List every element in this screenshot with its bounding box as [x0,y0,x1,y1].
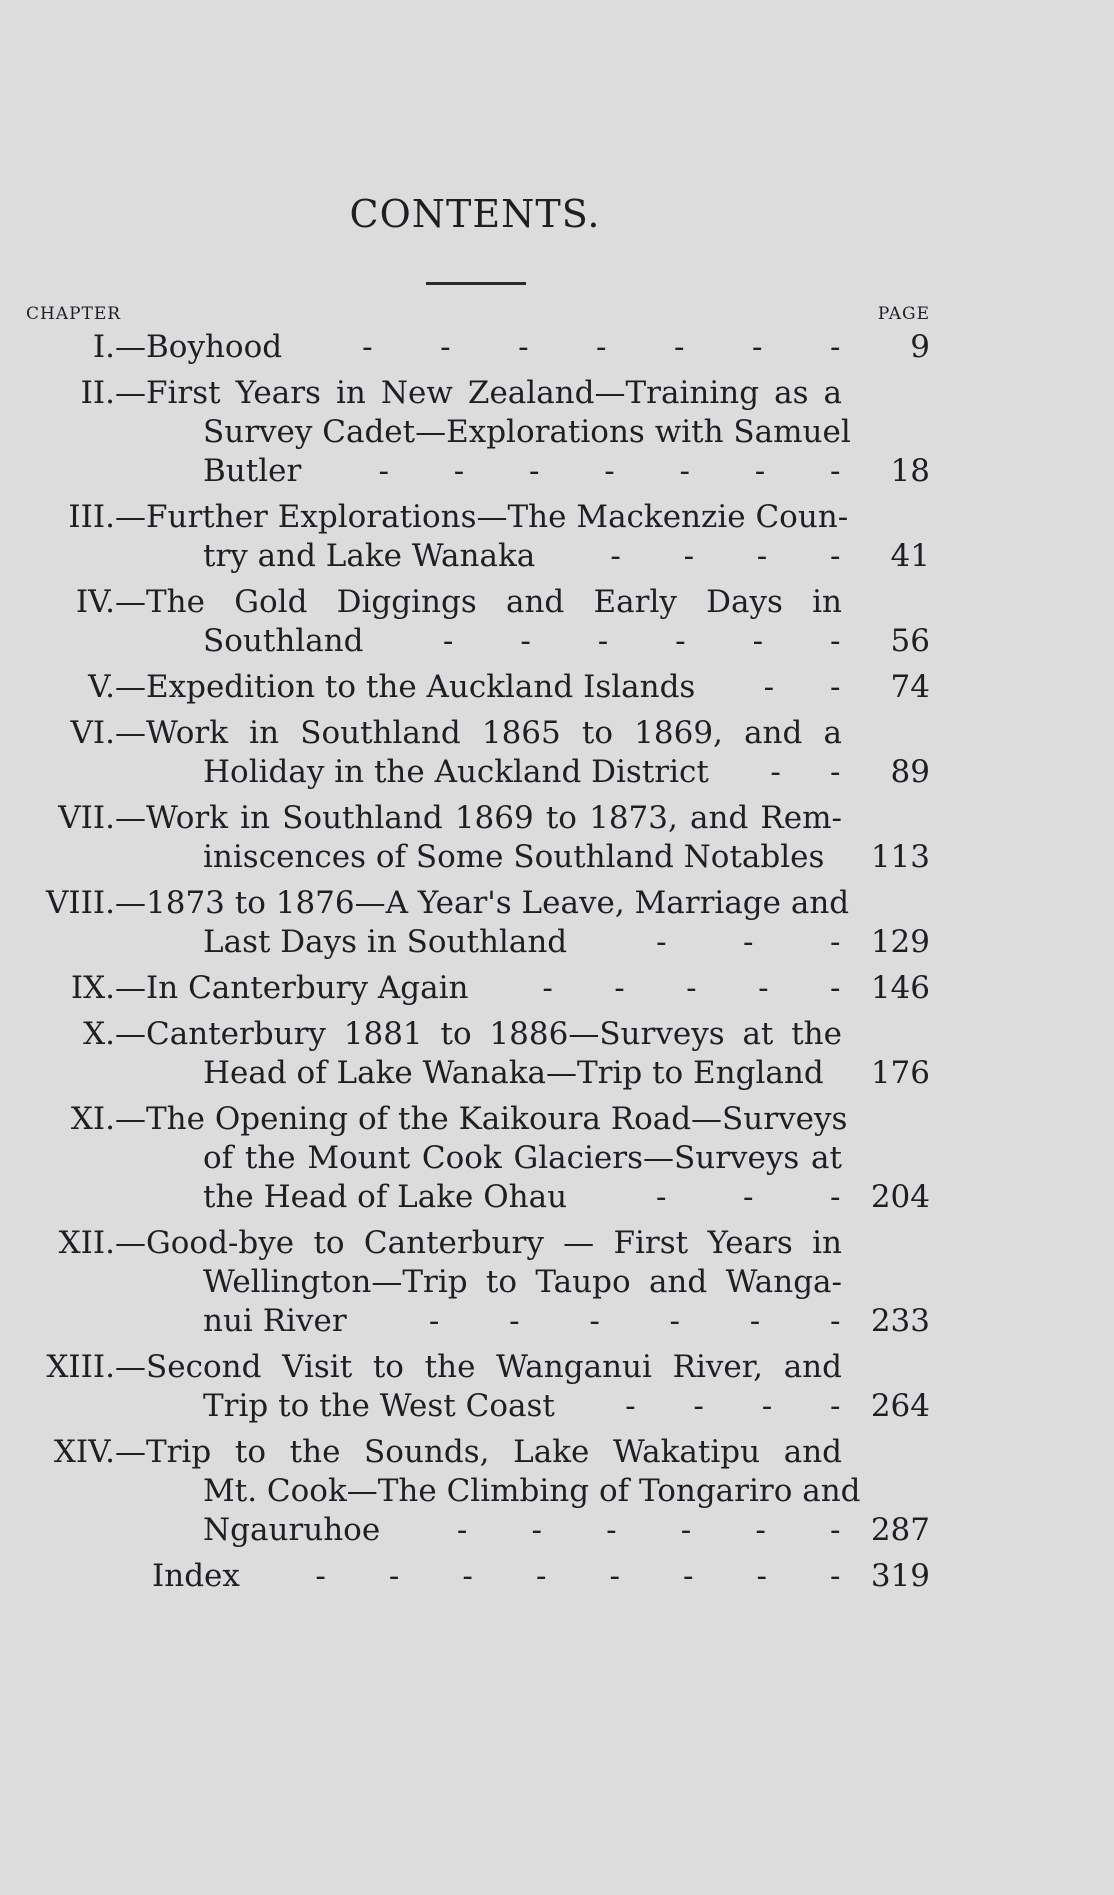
chapter-title-line: Survey Cadet—Explorations with Samuel [203,414,851,450]
chapter-number: IV.— [75,584,146,620]
toc-entry[interactable] [0,583,1114,668]
toc-line: Butler - - - - - - - 18 [203,453,930,489]
chapter-title-line: Second Visit to the Wanganui River, and [146,1349,842,1385]
toc-line [0,1015,1114,1054]
title-rule [426,282,526,285]
chapter-title-line: Work in Southland 1865 to 1869, and a [146,715,842,751]
chapter-title-line: of the Mount Cook Glaciers—Surveys at [203,1140,842,1176]
chapter-number: II.— [80,375,146,411]
chapter-title-line: Trip to the Sounds, Lake Wakatipu and [146,1434,842,1470]
toc-line: Holiday in the Auckland District - - 89 [203,754,930,790]
toc-line [0,1100,1114,1139]
toc-entry[interactable] [0,799,1114,884]
toc-entry[interactable] [0,1557,1114,1603]
chapter-title-line: The Opening of the Kaikoura Road—Surveys [146,1101,848,1137]
toc-line [0,1472,1114,1511]
chapter-title-final-line: Boyhood [146,329,283,365]
toc-entry[interactable] [0,668,1114,714]
toc-line [0,374,1114,413]
chapter-title-line: Work in Southland 1869 to 1873, and Rem- [146,800,842,836]
chapter-title-line: Good-bye to Canterbury — First Years in [146,1225,842,1261]
chapter-title-final-line: Southland [203,623,364,659]
chapter-title-final-line: try and Lake Wanaka [203,538,536,574]
chapter-number: XII.— [58,1225,146,1261]
chapter-number: XIII.— [46,1349,146,1385]
page-number: 113 [870,839,930,875]
toc-line: I.— Boyhood - - - - - - - 9 [0,328,1114,367]
chapter-title-final-line: the Head of Lake Ohau [203,1179,568,1215]
chapter-title-line: Mt. Cook—The Climbing of Tongariro and [203,1473,861,1509]
chapter-title-line: Canterbury 1881 to 1886—Surveys at the [146,1016,842,1052]
chapter-number: XI.— [70,1101,146,1137]
toc-line: try and Lake Wanaka - - - - 41 [203,538,930,574]
page-number: 18 [890,453,930,489]
toc-line: Southland - - - - - - 56 [203,623,930,659]
toc-line: the Head of Lake Ohau - - - 204 [203,1179,930,1215]
page-number: 233 [870,1303,930,1339]
chapter-title-final-line: Last Days in Southland [203,924,568,960]
chapter-title-final-line: Index [152,1558,240,1594]
toc-line: Trip to the West Coast - - - - 264 [203,1388,930,1424]
toc-line: Index - - - - - - - - 319 [152,1558,930,1594]
toc-line: IX.— In Canterbury Again - - - - - 146 [0,969,1114,1008]
toc-line [0,1224,1114,1263]
chapter-number: XIV.— [53,1434,146,1470]
page-number: 41 [890,538,930,574]
chapter-title-final-line: Trip to the West Coast [203,1388,555,1424]
page-number: 9 [910,329,930,365]
page-number: 264 [870,1388,930,1424]
toc-entry[interactable] [0,1100,1114,1224]
chapter-title-final-line: Butler [203,453,302,489]
toc-entry[interactable] [0,714,1114,799]
chapter-column-header: CHAPTER [26,304,122,324]
chapter-title-line: Wellington—Trip to Taupo and Wanga- [203,1264,842,1300]
toc-line: Ngauruhoe - - - - - - 287 [203,1512,930,1548]
page-number: 319 [870,1558,930,1594]
toc-entry[interactable] [0,328,1114,374]
toc-line [0,498,1114,537]
chapter-title-final-line: Expedition to the Auckland Islands [146,669,696,705]
chapter-number: III.— [68,499,146,535]
toc-line: Last Days in Southland - - - 129 [203,924,930,960]
chapter-number: I.— [92,329,146,365]
toc-line [0,583,1114,622]
toc-entry[interactable] [0,1348,1114,1433]
chapter-number: V.— [88,669,146,705]
page-number: 56 [890,623,930,659]
toc-entry[interactable] [0,1224,1114,1348]
chapter-title-final-line: nui River [203,1303,347,1339]
toc-line [0,1433,1114,1472]
chapter-title-line: The Gold Diggings and Early Days in [146,584,842,620]
chapter-title-final-line: iniscences of Some Southland Notables [203,839,825,875]
toc-entry[interactable] [0,1015,1114,1100]
chapter-title-final-line: In Canterbury Again [146,970,469,1006]
toc-line: V.— Expedition to the Auckland Islands - - 74 [0,668,1114,707]
toc-line [0,714,1114,753]
chapter-number: VI.— [70,715,146,751]
toc-line [0,1348,1114,1387]
toc-entry[interactable] [0,1433,1114,1557]
chapter-number: VIII.— [46,885,146,921]
page-number: 89 [890,754,930,790]
toc-line [0,1263,1114,1302]
page-number: 287 [870,1512,930,1548]
page-title: CONTENTS. [349,192,601,236]
toc-entry[interactable] [0,498,1114,583]
toc-entry[interactable] [0,969,1114,1015]
chapter-number: VII.— [58,800,146,836]
page-number: 74 [890,669,930,705]
toc-line [0,799,1114,838]
toc-entry[interactable] [0,374,1114,498]
chapter-number: IX.— [70,970,146,1006]
chapter-title-final-line: Ngauruhoe [203,1512,381,1548]
toc-line [0,413,1114,452]
chapter-title-final-line: Holiday in the Auckland District [203,754,709,790]
chapter-number: X.— [83,1016,146,1052]
page-number: 204 [870,1179,930,1215]
page-number: 129 [870,924,930,960]
toc-line [0,1139,1114,1178]
page-number: 176 [870,1055,930,1091]
toc-list [0,328,1114,1603]
page-column-header: PAGE [877,304,930,324]
toc-line [0,884,1114,923]
chapter-title-final-line: Head of Lake Wanaka—Trip to England [203,1055,824,1091]
page-number: 146 [870,970,930,1006]
toc-line [0,838,1114,877]
chapter-title-line: Further Explorations—The Mackenzie Coun- [146,499,849,535]
chapter-title-line: First Years in New Zealand—Training as a [146,375,842,411]
chapter-title-line: 1873 to 1876—A Year's Leave, Marriage and [146,885,850,921]
toc-line: nui River - - - - - - 233 [203,1303,930,1339]
toc-line [0,1054,1114,1093]
toc-entry[interactable] [0,884,1114,969]
